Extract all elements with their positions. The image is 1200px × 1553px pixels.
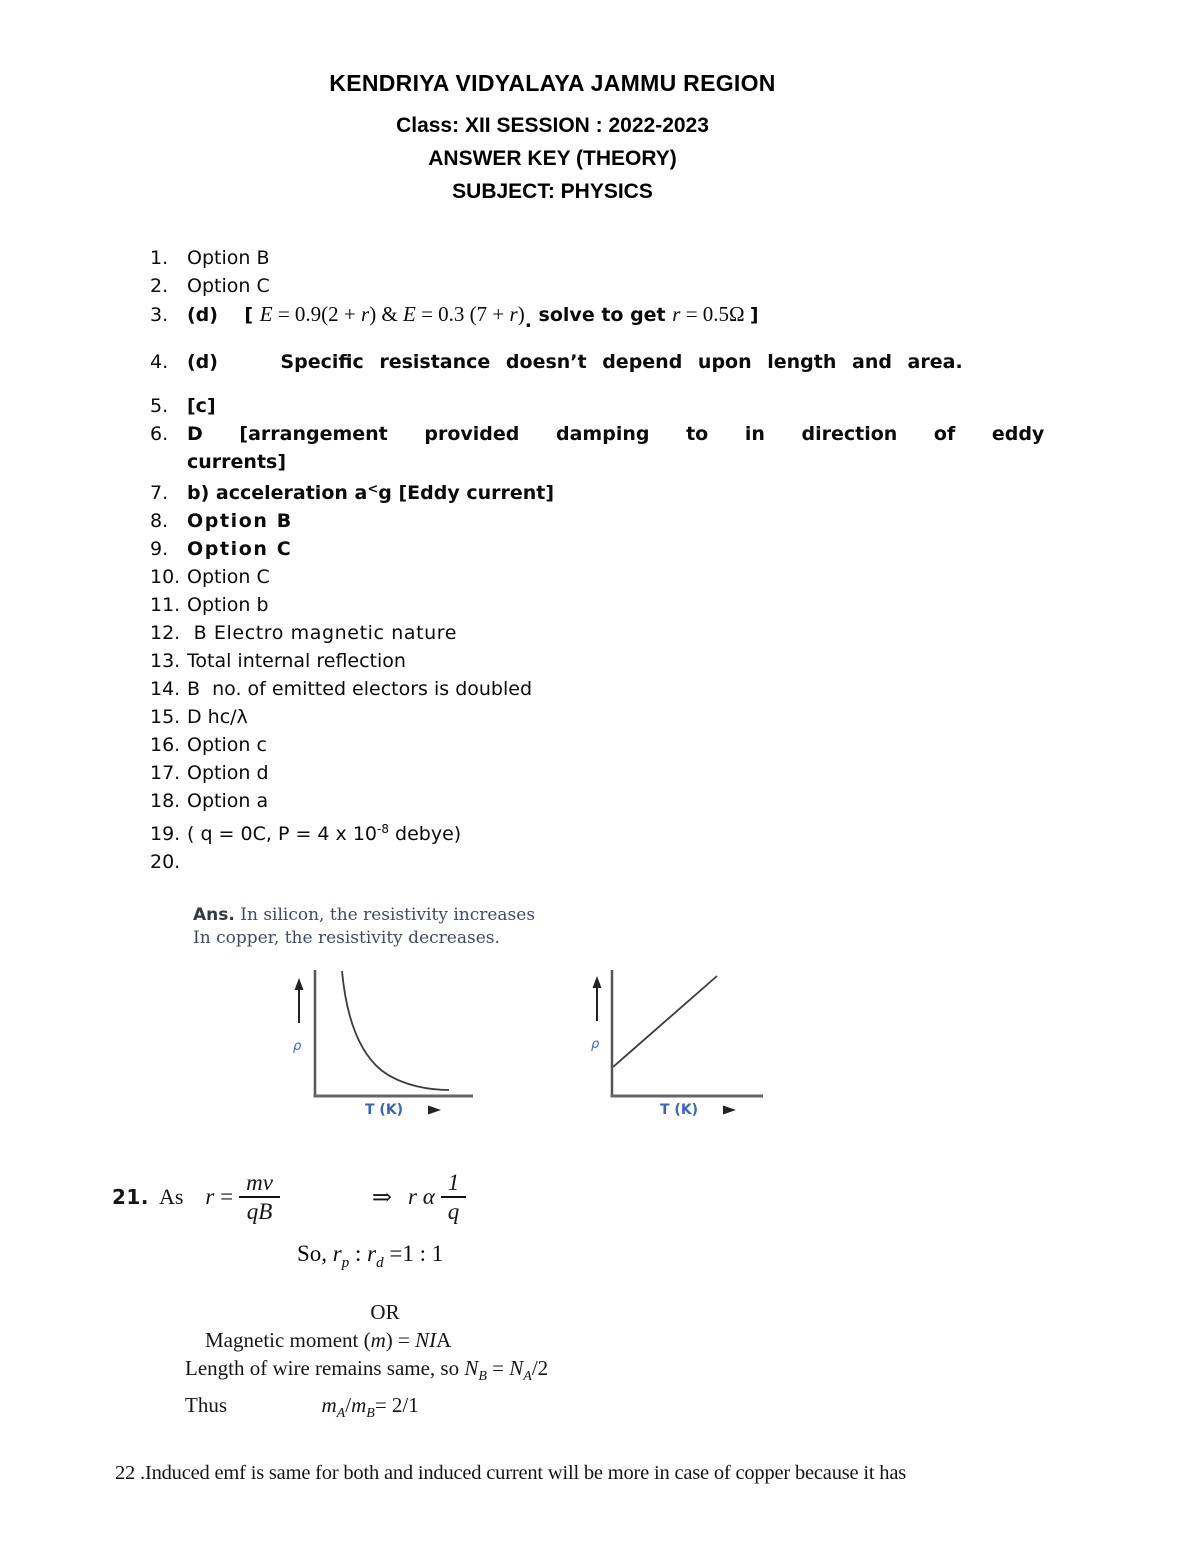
text-segment: d — [376, 1254, 384, 1271]
fraction-numerator: mv — [239, 1170, 280, 1198]
answer-20-figure — [193, 904, 1200, 1118]
answer-number: 9. — [150, 538, 169, 560]
q21-number: 21. — [112, 1185, 149, 1210]
text-segment: = 0.5Ω — [680, 302, 750, 326]
text-segment: N — [464, 1355, 479, 1380]
text-segment: Option d — [187, 762, 269, 784]
text-segment: =1 : 1 — [383, 1240, 444, 1266]
q22-number: 22 . — [115, 1461, 145, 1484]
text-segment: A — [336, 1405, 346, 1421]
text-segment: A — [436, 1327, 452, 1352]
text-segment: [c] — [187, 395, 216, 417]
answer-text — [187, 703, 1084, 731]
text-segment: Option C — [187, 566, 270, 588]
text-segment: / — [345, 1392, 352, 1417]
text-segment: = 2/1 — [374, 1392, 419, 1417]
answer-number: 2. — [150, 275, 169, 297]
up-arrow-icon — [295, 978, 304, 990]
right-arrow-icon — [723, 1106, 736, 1115]
q21-fraction-1-q — [441, 1170, 467, 1225]
answer-text — [187, 619, 1084, 647]
answer-text — [187, 535, 1084, 563]
answer-number: 13. — [150, 650, 181, 672]
answer-text — [187, 563, 1084, 591]
answer-text — [187, 815, 1084, 848]
answer-list — [150, 244, 1200, 876]
question-21 — [112, 1170, 1200, 1272]
text-segment: r — [509, 302, 518, 326]
text-segment: Option B — [187, 510, 293, 532]
text-segment: r — [408, 1184, 417, 1210]
text-segment: ( q = 0C, P = 4 x 10 — [187, 823, 377, 845]
y-axis-label: ρ — [293, 1039, 302, 1054]
text-segment: ) = — [385, 1327, 416, 1352]
answer-row — [150, 703, 1200, 731]
text-segment: (d) Specific resistance doesn’t depend upon length and area. — [187, 351, 963, 373]
wire-length-line — [185, 1354, 1200, 1391]
answer-number: 14. — [150, 678, 181, 700]
text-segment: solve to get — [531, 304, 673, 326]
text-segment: E — [259, 302, 273, 326]
text-segment: r — [672, 302, 681, 326]
resistivity-decreasing-graph — [285, 966, 500, 1118]
text-segment: ] — [749, 304, 759, 326]
text-segment: . — [524, 310, 532, 332]
fraction-denominator: qB — [246, 1199, 273, 1225]
resistivity-increasing-graph — [585, 966, 795, 1118]
text-segment: = 0.9(2 + — [272, 302, 361, 326]
answer-row — [150, 272, 1200, 300]
class-session-line: Class: XII SESSION : 2022-2023 — [396, 114, 709, 137]
answer-number: 12. — [150, 622, 181, 644]
text-segment: = — [214, 1184, 234, 1210]
implies-arrow: ⇒ — [371, 1183, 393, 1212]
text-segment: g [Eddy current] — [378, 482, 555, 504]
answer-row — [150, 787, 1200, 815]
answer-row — [150, 535, 1200, 563]
magnetic-moment-line — [205, 1326, 1200, 1354]
answer-row — [150, 476, 1200, 507]
text-segment: ) — [517, 302, 525, 326]
text-segment: r — [205, 1184, 215, 1210]
q21-eq1-lhs — [205, 1184, 233, 1210]
text-segment: Total internal reflection — [187, 650, 406, 672]
right-arrow-icon — [428, 1106, 441, 1115]
text-segment: debye) — [388, 823, 462, 845]
answer-row — [150, 675, 1200, 703]
answer-row — [150, 731, 1200, 759]
answer-number: 8. — [150, 510, 169, 532]
text-segment: N — [509, 1355, 524, 1380]
silicon-statement: In silicon, the resistivity increases — [234, 905, 536, 925]
text-segment: ) & — [369, 302, 404, 326]
answer-text — [187, 244, 1084, 272]
answer-row — [150, 392, 1200, 420]
text-segment: r — [367, 1240, 377, 1266]
answer-number: 11. — [150, 594, 181, 616]
question-22 — [115, 1462, 1200, 1485]
text-segment: Magnetic moment ( — [205, 1327, 371, 1352]
answer-row — [150, 848, 1200, 876]
answer-number: 7. — [150, 482, 169, 504]
text-segment: r — [332, 1240, 342, 1266]
answer-text — [187, 675, 1084, 703]
text-segment: Option c — [187, 734, 267, 756]
answer-text — [187, 420, 1084, 476]
fraction-numerator: 1 — [441, 1170, 467, 1198]
text-segment: Option C — [187, 275, 270, 297]
answer-number: 6. — [150, 423, 169, 445]
answer-number: 1. — [150, 247, 169, 269]
text-segment: currents] — [187, 451, 287, 473]
text-segment: = — [486, 1355, 510, 1380]
answer-number: 3. — [150, 304, 169, 326]
page-title: KENDRIYA VIDYALAYA JAMMU REGION — [329, 70, 776, 96]
increasing-line — [613, 976, 717, 1067]
x-axis-label: T (K) — [365, 1102, 404, 1118]
answer-number: 15. — [150, 706, 181, 728]
answer-row — [150, 507, 1200, 535]
answer-number: 17. — [150, 762, 181, 784]
answer-number: 18. — [150, 790, 181, 812]
text-segment: : — [349, 1240, 368, 1266]
text-segment: A — [523, 1368, 532, 1384]
y-axis-label: ρ — [591, 1037, 600, 1052]
answer-text — [187, 300, 1084, 335]
q21-equation-line — [112, 1170, 1200, 1225]
text-segment: Length of wire remains same, so — [185, 1355, 465, 1380]
answer-number: 10. — [150, 566, 181, 588]
answer-text — [187, 348, 1084, 376]
subject-line: SUBJECT: PHYSICS — [452, 180, 653, 203]
answer-text — [187, 731, 1084, 759]
answer-number: 16. — [150, 734, 181, 756]
answer-key-line: ANSWER KEY (THEORY) — [428, 147, 677, 170]
thus-ratio-line — [185, 1391, 1200, 1428]
text-segment: b) acceleration a — [187, 482, 368, 504]
text-segment: (d) [ — [187, 304, 260, 326]
answer-row — [150, 815, 1200, 848]
text-segment: Option C — [187, 538, 293, 560]
answer-number: 20. — [150, 851, 181, 873]
text-segment: /2 — [531, 1355, 549, 1380]
text-segment: Option a — [187, 790, 269, 812]
up-arrow-icon — [593, 976, 602, 988]
text-segment: D hc/λ — [187, 706, 248, 728]
text-segment: Thus — [185, 1392, 322, 1417]
answer-text — [187, 647, 1084, 675]
q21-conclusion-line — [297, 1241, 1200, 1272]
answer-row — [150, 244, 1200, 272]
answer-number: 19. — [150, 823, 181, 845]
answer-text — [187, 591, 1084, 619]
answer-text — [187, 392, 1084, 420]
answer-row — [150, 420, 1200, 476]
resistivity-graphs — [285, 966, 1200, 1118]
text-segment: m — [351, 1392, 367, 1417]
answer-row — [150, 647, 1200, 675]
text-segment: r — [361, 302, 370, 326]
q21-as-word: As — [158, 1184, 184, 1210]
text-segment: α — [416, 1184, 435, 1210]
q21-or-block — [0, 1298, 1200, 1428]
text-segment: B no. of emitted electors is doubled — [187, 678, 533, 700]
text-segment: B — [366, 1405, 375, 1421]
text-segment: B — [478, 1368, 487, 1384]
answer-number: 4. — [150, 351, 169, 373]
text-segment: < — [367, 482, 379, 497]
answer-text — [187, 787, 1084, 815]
text-segment: D [arrangement provided damping to in direction of eddy — [187, 423, 1045, 445]
answer-row — [150, 759, 1200, 787]
text-segment: Option B — [187, 247, 270, 269]
text-segment: So, — [297, 1240, 333, 1266]
decreasing-curve — [342, 971, 449, 1090]
document-header — [0, 0, 1105, 208]
text-segment: B Electro magnetic nature — [187, 622, 458, 644]
text-segment: m — [370, 1327, 386, 1352]
answer-row — [150, 300, 1200, 335]
text-segment: = 0.3 (7 + — [415, 302, 510, 326]
text-segment: p — [341, 1254, 350, 1271]
text-segment: m — [321, 1392, 337, 1417]
answer-text — [187, 476, 1084, 507]
answer-row — [150, 563, 1200, 591]
figure-text-line-1 — [193, 904, 1200, 927]
text-segment: NI — [415, 1327, 437, 1352]
answer-number: 5. — [150, 395, 169, 417]
figure-text-line-2: In copper, the resistivity decreases. — [193, 928, 500, 948]
text-segment: Option b — [187, 594, 269, 616]
answer-row — [150, 619, 1200, 647]
answer-text — [187, 272, 1084, 300]
fraction-denominator: q — [447, 1199, 460, 1225]
text-segment: E — [403, 302, 416, 326]
q22-text: Induced emf is same for both and induced current will be more in case of copper because it has — [144, 1461, 907, 1484]
answer-row — [150, 591, 1200, 619]
ans-label: Ans. — [193, 905, 235, 925]
text-segment: -8 — [377, 822, 389, 836]
x-axis-label: T (K) — [660, 1102, 699, 1118]
answer-text — [187, 507, 1084, 535]
answer-text — [187, 759, 1084, 787]
or-label: OR — [370, 1299, 400, 1324]
answer-row — [150, 348, 1200, 376]
q21-fraction-mv-qB — [239, 1170, 280, 1225]
subheader — [0, 109, 1105, 208]
q21-eq2-lhs — [408, 1184, 435, 1210]
